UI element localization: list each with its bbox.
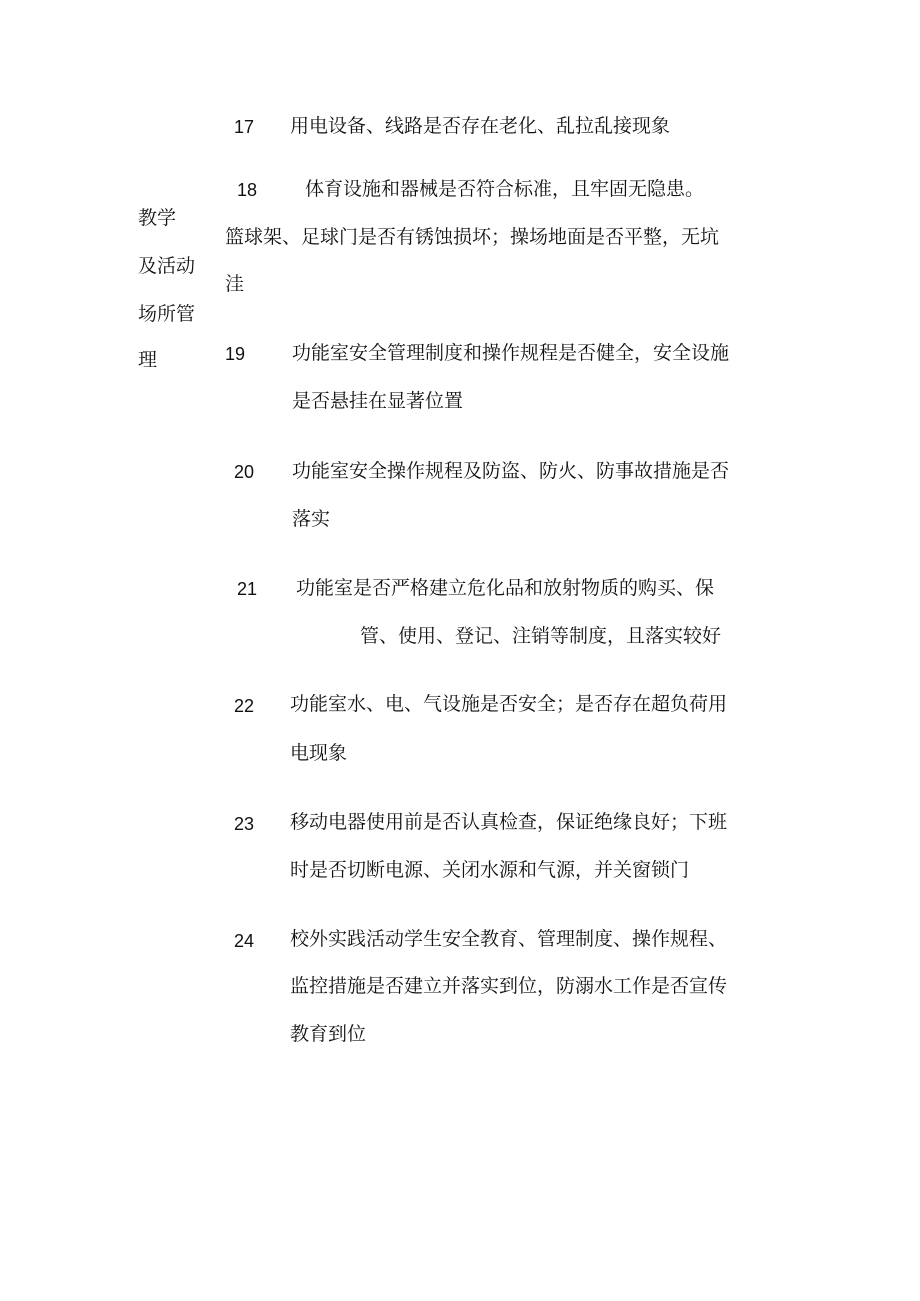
- item-text-line: 用电设备、线路是否存在老化、乱拉乱接现象: [290, 115, 671, 137]
- item-number: 17: [234, 117, 255, 137]
- item-number: 23: [234, 814, 255, 834]
- item-number: 21: [237, 579, 258, 599]
- category-line: 及活动: [138, 255, 196, 277]
- category-line: 教学: [138, 207, 177, 229]
- item-text-line: 管、使用、登记、注销等制度，且落实较好: [360, 625, 722, 647]
- item-number: 24: [234, 931, 255, 951]
- item-text-line: 时是否切断电源、关闭水源和气源，并关窗锁门: [290, 859, 690, 881]
- item-text-line: 体育设施和器械是否符合标准，且牢固无隐患。: [305, 178, 705, 200]
- item-text-line: 篮球架、足球门是否有锈蚀损坏；操场地面是否平整，无坑: [225, 226, 720, 248]
- item-number: 20: [234, 462, 255, 482]
- item-text-line: 落实: [292, 508, 331, 530]
- item-text-line: 洼: [225, 273, 245, 295]
- item-text-line: 教育到位: [290, 1023, 367, 1045]
- category-line: 理: [138, 349, 158, 371]
- item-text-line: 功能室安全管理制度和操作规程是否健全，安全设施: [292, 342, 730, 364]
- item-text-line: 移动电器使用前是否认真检查，保证绝缘良好；下班: [290, 811, 728, 833]
- item-text-line: 功能室安全操作规程及防盗、防火、防事故措施是否: [292, 460, 730, 482]
- item-text-line: 校外实践活动学生安全教育、管理制度、操作规程、: [290, 928, 728, 950]
- item-text-line: 是否悬挂在显著位置: [292, 390, 464, 412]
- category-line: 场所管: [138, 303, 196, 325]
- item-number: 22: [234, 696, 255, 716]
- item-text-line: 电现象: [290, 742, 348, 764]
- item-text-line: 功能室是否严格建立危化品和放射物质的购买、保: [296, 577, 715, 599]
- item-number: 18: [237, 180, 258, 200]
- item-text-line: 功能室水、电、气设施是否安全；是否存在超负荷用: [290, 693, 728, 715]
- item-number: 19: [225, 344, 246, 364]
- item-text-line: 监控措施是否建立并落实到位，防溺水工作是否宣传: [290, 975, 728, 997]
